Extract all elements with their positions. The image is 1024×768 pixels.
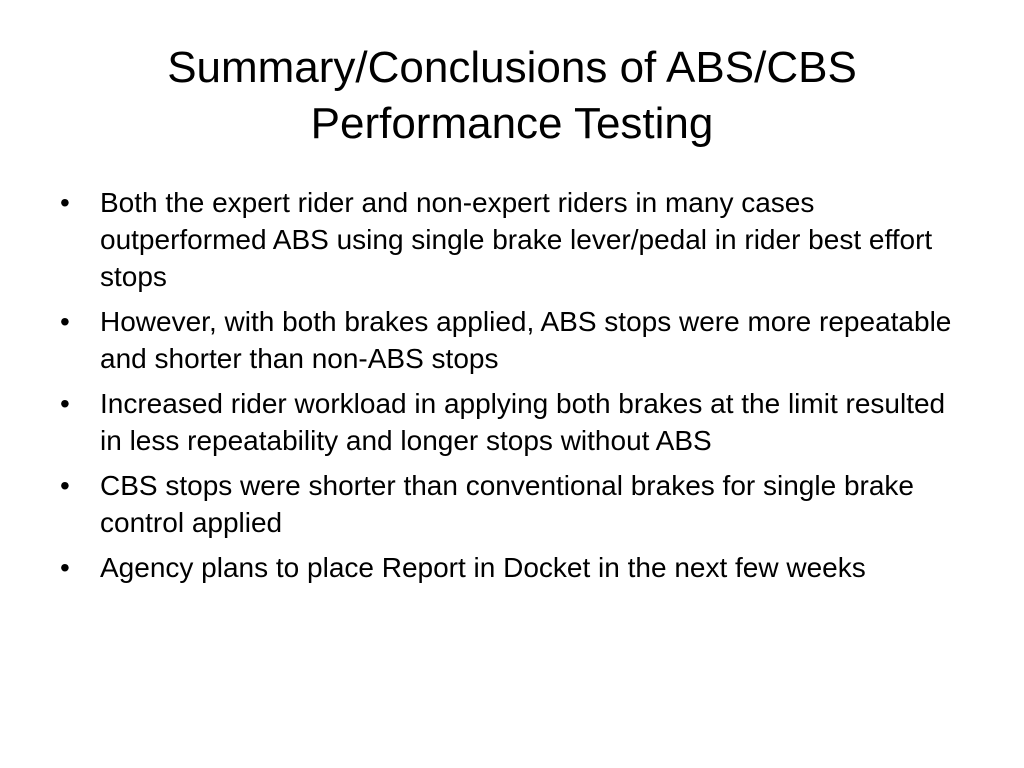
bullet-item-1 [56, 184, 956, 295]
bullet-item-5 [56, 549, 956, 586]
bullet-list [56, 184, 956, 594]
slide-title [60, 40, 964, 152]
bullet-text: CBS stops were shorter than conventional brakes for single brake control applied [100, 470, 914, 538]
bullet-text: Agency plans to place Report in Docket in the next few weeks [100, 552, 866, 583]
bullet-dot-icon: • [60, 187, 70, 218]
bullet-dot-icon: • [60, 388, 70, 419]
bullet-dot-icon: • [60, 306, 70, 337]
bullet-text: Increased rider workload in applying both brakes at the limit resulted in less repeatability and longer stops without ABS [100, 388, 946, 456]
bullet-text: Both the expert rider and non-expert riders in many cases outperformed ABS using single brake lever/pedal in rider best effort stops [100, 187, 933, 292]
slide-title-line-1: Summary/Conclusions of ABS/CBS [167, 43, 857, 92]
slide-title-line-2: Performance Testing [310, 99, 714, 148]
bullet-item-3 [56, 385, 956, 459]
bullet-item-4 [56, 467, 956, 541]
bullet-dot-icon: • [60, 470, 70, 501]
bullet-dot-icon: • [60, 552, 70, 583]
bullet-text: However, with both brakes applied, ABS stops were more repeatable and shorter than non-ABS stops [100, 306, 952, 374]
bullet-item-2 [56, 303, 956, 377]
